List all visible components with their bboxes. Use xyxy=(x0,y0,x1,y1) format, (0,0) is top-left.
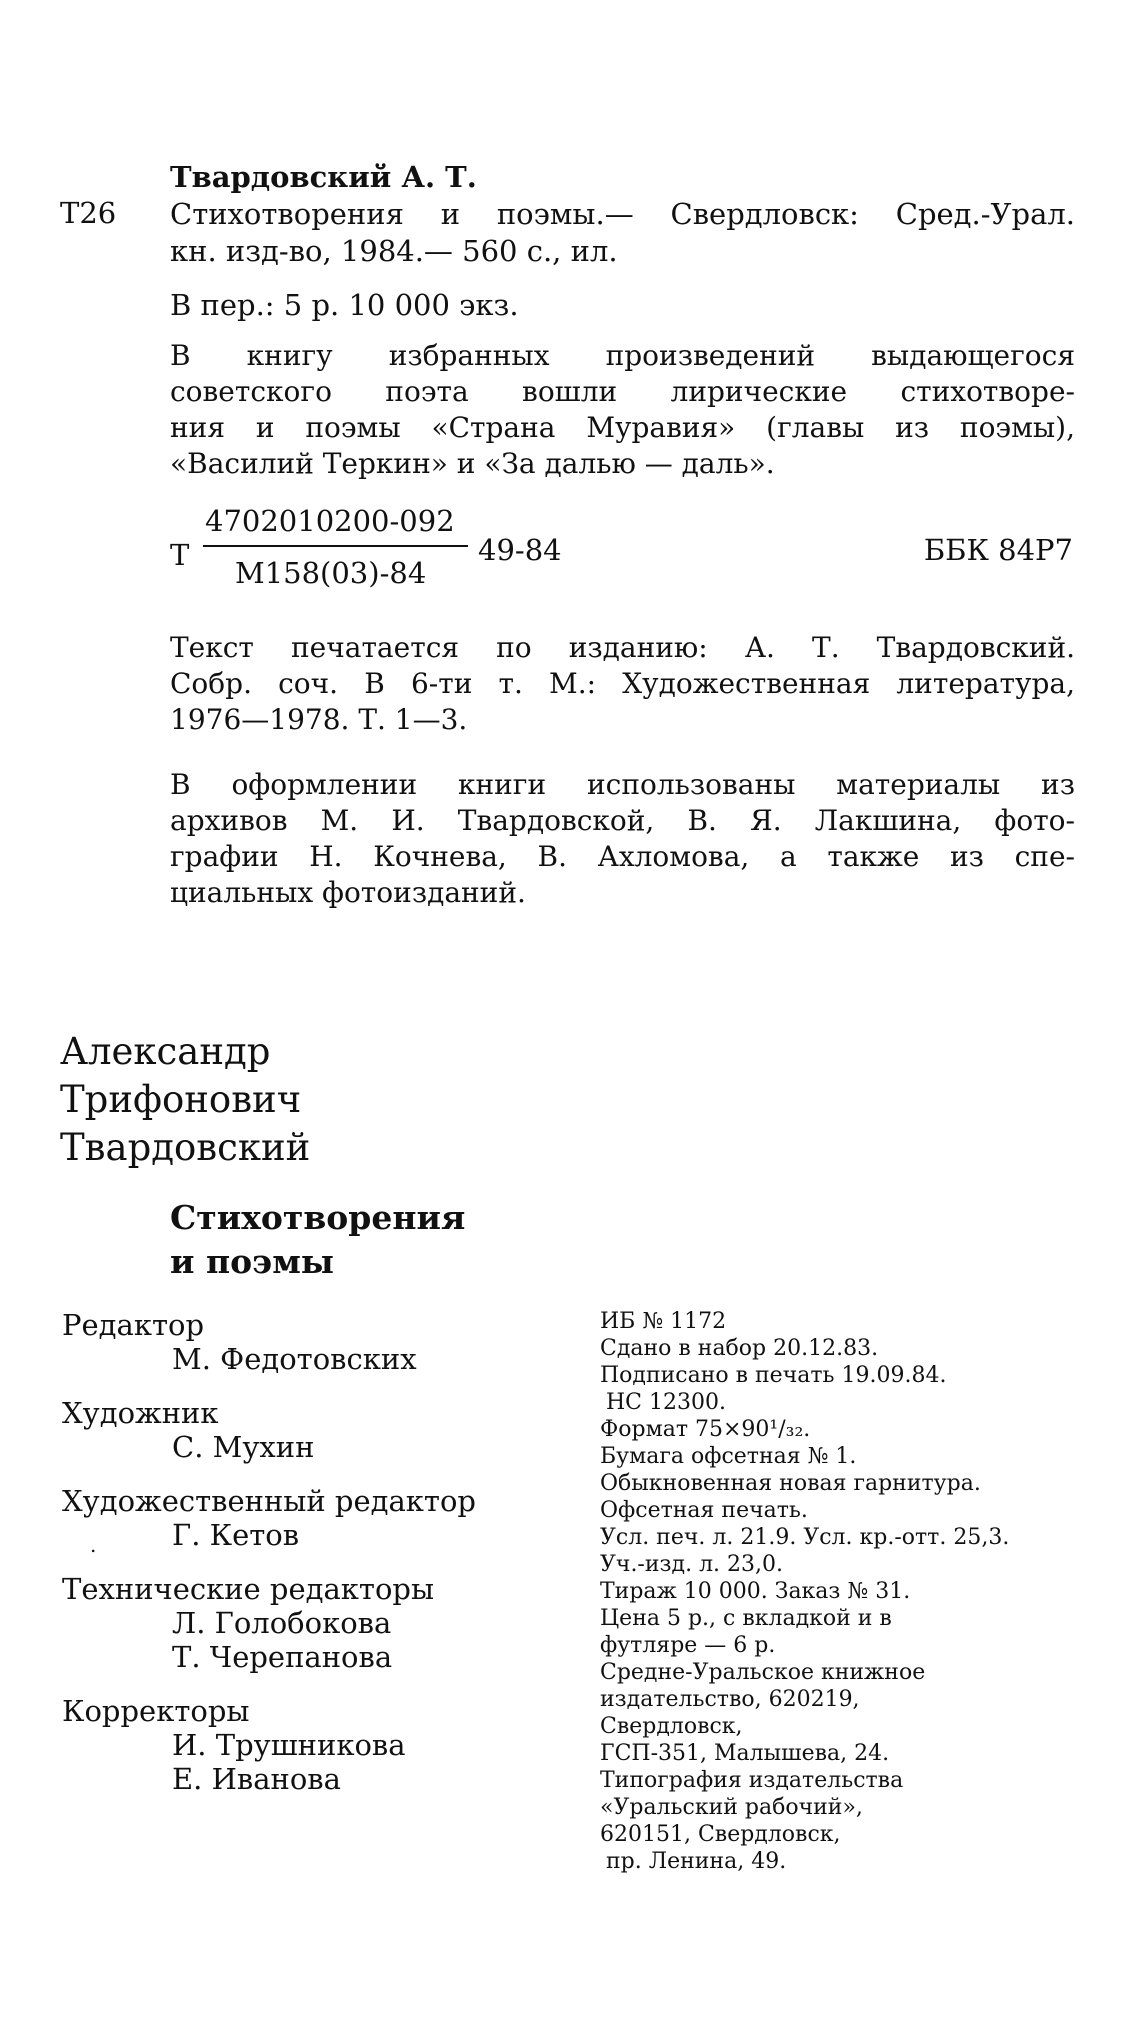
catalog-price: В пер.: 5 р. 10 000 экз. xyxy=(170,288,519,322)
tech-editors-role: Технические редакторы xyxy=(62,1572,435,1606)
imprint-line: Офсетная печать. xyxy=(600,1498,808,1523)
imprint-line: Типография издательства xyxy=(600,1768,904,1793)
catalog-annotation xyxy=(170,338,1075,482)
editor-role: Редактор xyxy=(62,1308,205,1342)
design-note-line: графии Н. Кочнева, В. Ахломова, а также из спе- xyxy=(170,840,1075,873)
imprint-line: Бумага офсетная № 1. xyxy=(600,1444,857,1469)
source-note xyxy=(170,630,1075,738)
annotation-line: В книгу избранных произведений выдающегося xyxy=(170,339,1075,372)
design-note-line: архивов М. И. Твардовской, В. Я. Лакшина, фото- xyxy=(170,804,1075,837)
catalog-author-heading: Твардовский А. Т. xyxy=(170,160,477,194)
index-letter: Т xyxy=(170,538,190,572)
annotation-line: советского поэта вошли лирические стихотворе- xyxy=(170,375,1075,408)
fraction-line xyxy=(203,545,468,547)
proofreader-name: И. Трушникова xyxy=(172,1728,406,1762)
imprint-line: Подписано в печать 19.09.84. xyxy=(600,1363,947,1388)
source-note-line: Собр. соч. В 6-ти т. М.: Художественная литература, xyxy=(170,667,1075,700)
index-suffix: 49-84 xyxy=(478,533,562,567)
imprint-line: Свердловск, xyxy=(600,1714,743,1739)
imprint-line: Цена 5 р., с вкладкой и в xyxy=(600,1606,892,1631)
imprint-line: Усл. печ. л. 21.9. Усл. кр.-отт. 25,3. xyxy=(600,1525,1010,1550)
editor-name: М. Федотовских xyxy=(172,1342,417,1376)
imprint-line: издательство, 620219, xyxy=(600,1687,860,1712)
artist-role: Художник xyxy=(62,1396,219,1430)
proofreaders-role: Корректоры xyxy=(62,1694,250,1728)
stray-dot: . xyxy=(90,1533,97,1557)
author-surname: Твардовский xyxy=(60,1126,311,1169)
imprint-line: Формат 75×90¹/₃₂. xyxy=(600,1417,811,1442)
imprint-line: Обыкновенная новая гарнитура. xyxy=(600,1471,981,1496)
artist-name: С. Мухин xyxy=(172,1430,315,1464)
source-note-line: 1976—1978. Т. 1—3. xyxy=(170,703,468,736)
tech-editor-name: Л. Голобокова xyxy=(172,1606,392,1640)
annotation-line: «Василий Теркин» и «За далью — даль». xyxy=(170,447,775,480)
catalog-entry xyxy=(170,196,1075,232)
design-note xyxy=(170,767,1075,911)
imprint-line: Уч.-изд. л. 23,0. xyxy=(600,1552,784,1577)
book-title-line: Стихотворения xyxy=(170,1198,466,1237)
imprint-line: пр. Ленина, 49. xyxy=(606,1849,787,1874)
imprint-line: ГСП-351, Малышева, 24. xyxy=(600,1741,890,1766)
imprint-line: футляре — 6 р. xyxy=(600,1633,776,1658)
art-editor-role: Художественный редактор xyxy=(62,1484,476,1518)
design-note-line: циальных фотоизданий. xyxy=(170,876,526,909)
author-first-name: Александр xyxy=(60,1030,271,1073)
index-denominator: М158(03)-84 xyxy=(235,556,427,590)
design-note-line: В оформлении книги использованы материалы из xyxy=(170,768,1075,801)
imprint-line: Сдано в набор 20.12.83. xyxy=(600,1336,879,1361)
imprint-line: НС 12300. xyxy=(606,1390,726,1415)
imprint-line: Тираж 10 000. Заказ № 31. xyxy=(600,1579,911,1604)
imprint-line: ИБ № 1172 xyxy=(600,1309,727,1334)
author-patronymic: Трифонович xyxy=(60,1078,302,1121)
imprint-line: Средне-Уральское книжное xyxy=(600,1660,926,1685)
tech-editor-name: Т. Черепанова xyxy=(172,1640,393,1674)
proofreader-name: Е. Иванова xyxy=(172,1762,341,1796)
bbk-code: ББК 84Р7 xyxy=(923,533,1073,567)
art-editor-name: Г. Кетов xyxy=(172,1518,300,1552)
catalog-entry-line: кн. изд-во, 1984.— 560 с., ил. xyxy=(170,234,618,268)
imprint-line: 620151, Свердловск, xyxy=(600,1822,841,1847)
source-note-line: Текст печатается по изданию: А. Т. Твардовский. xyxy=(170,631,1075,664)
catalog-code: Т26 xyxy=(60,196,117,230)
book-title-line: и поэмы xyxy=(170,1242,334,1281)
catalog-entry-line: Стихотворения и поэмы.— Свердловск: Сред.-Урал. xyxy=(170,197,1075,231)
imprint-line: «Уральский рабочий», xyxy=(600,1795,863,1820)
annotation-line: ния и поэмы «Страна Муравия» (главы из поэмы), xyxy=(170,411,1075,444)
index-numerator: 4702010200-092 xyxy=(205,504,455,538)
